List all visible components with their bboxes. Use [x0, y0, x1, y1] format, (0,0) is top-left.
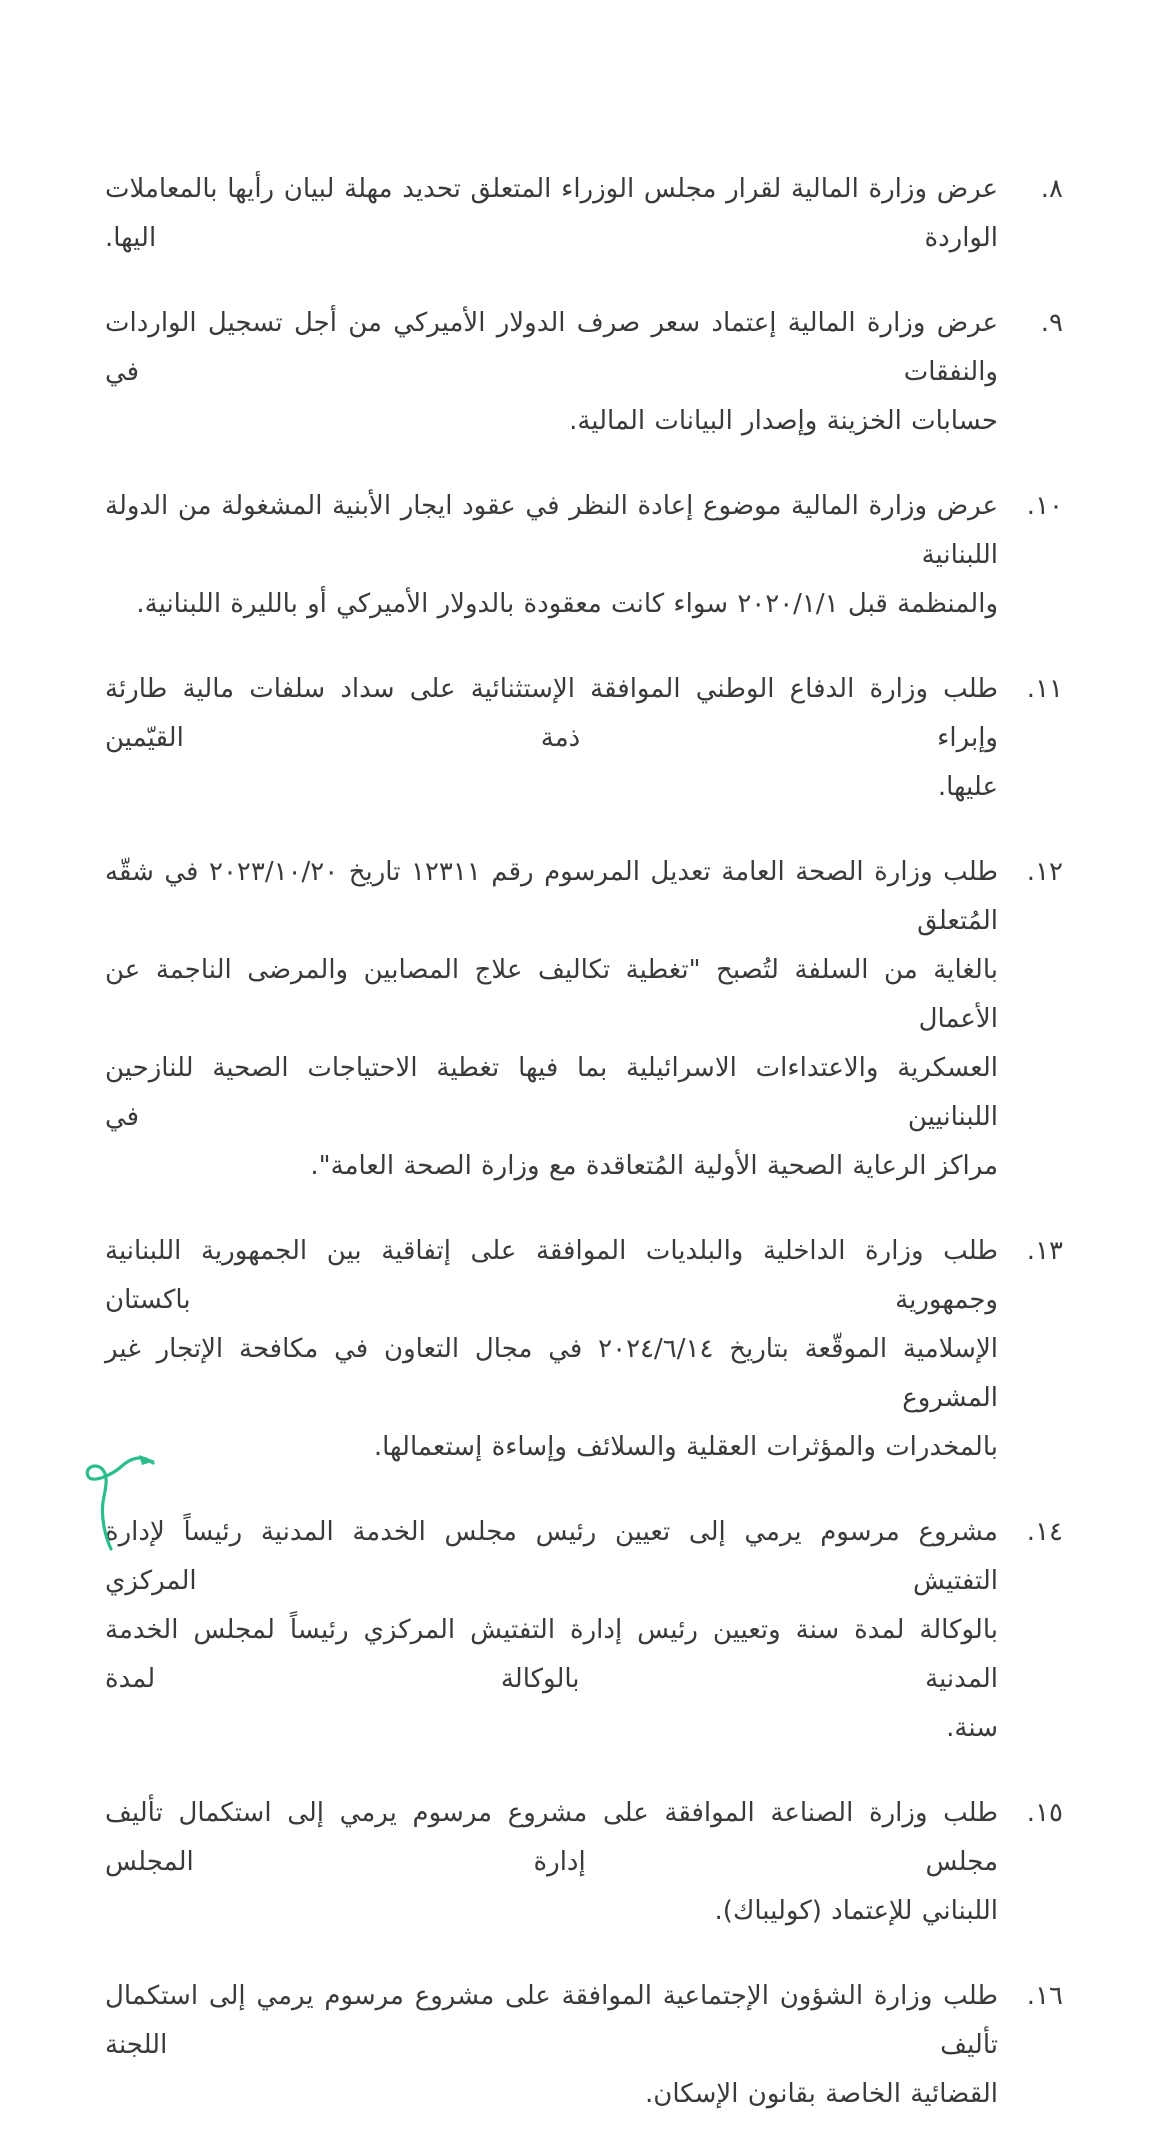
- item-text-line: عرض وزارة المالية موضوع إعادة النظر في عقود ايجار الأبنية المشغولة من الدولة اللبنانية: [105, 491, 998, 570]
- item-text-line: عليها.: [937, 772, 998, 802]
- item-text-line: مراكز الرعاية الصحية الأولية المُتعاقدة مع وزارة الصحة العامة".: [310, 1151, 998, 1181]
- item-text-line: حسابات الخزينة وإصدار البيانات المالية.: [569, 406, 998, 436]
- item-number: ١١.: [1026, 674, 1063, 704]
- item-number: ١٢.: [1026, 857, 1063, 887]
- agenda-item: [105, 1789, 1063, 1936]
- item-text-line: بالغاية من السلفة لتُصبح "تغطية تكاليف علاج المصابين والمرضى الناجمة عن الأعمال: [105, 955, 998, 1034]
- item-text-line: عرض وزارة المالية إعتماد سعر صرف الدولار الأميركي من أجل تسجيل الواردات والنفقات في: [105, 308, 998, 387]
- item-text: [105, 299, 998, 446]
- item-text-line: مشروع مرسوم يرمي إلى تعيين رئيس مجلس الخدمة المدنية رئيساً لإدارة التفتيش المركزي: [105, 1517, 998, 1596]
- item-text-line: الإسلامية الموقّعة بتاريخ ٢٠٢٤/٦/١٤ في مجال التعاون في مكافحة الإتجار غير المشروع: [105, 1334, 998, 1413]
- item-text: [105, 165, 998, 263]
- item-text-line: سنة.: [946, 1713, 998, 1743]
- item-text: [105, 665, 998, 812]
- item-text-line: طلب وزارة الدفاع الوطني الموافقة الإستثنائية على سداد سلفات مالية طارئة وإبراء ذمة القيّمين: [105, 674, 998, 753]
- item-text-line: طلب وزارة الصحة العامة تعديل المرسوم رقم ١٢٣١١ تاريخ ٢٠٢٣/١٠/٢٠ في شقّه المُتعلق: [105, 857, 998, 936]
- agenda-item: [105, 1508, 1063, 1753]
- item-text-line: طلب وزارة الداخلية والبلديات الموافقة على إتفاقية بين الجمهورية اللبنانية وجمهورية باكستان: [105, 1236, 998, 1315]
- item-number: ٨.: [1040, 174, 1063, 204]
- item-text: [105, 1789, 998, 1936]
- agenda-item: [105, 1227, 1063, 1472]
- item-number: ١٥.: [1026, 1798, 1063, 1828]
- item-number: ٩.: [1040, 308, 1063, 338]
- agenda-list: [105, 165, 1063, 2119]
- agenda-item: [105, 665, 1063, 812]
- item-text-line: عرض وزارة المالية لقرار مجلس الوزراء المتعلق تحديد مهلة لبيان رأيها بالمعاملات الواردة اليها.: [105, 174, 998, 253]
- agenda-item: [105, 299, 1063, 446]
- item-text: [105, 848, 998, 1191]
- handwritten-mark: [80, 1450, 162, 1554]
- item-text: [105, 482, 998, 629]
- item-number: ١٤.: [1026, 1517, 1063, 1547]
- item-text: [105, 1972, 998, 2119]
- agenda-item: [105, 482, 1063, 629]
- check-squiggle-icon: [80, 1450, 162, 1554]
- item-text-line: اللبناني للإعتماد (كوليباك).: [714, 1896, 998, 1926]
- item-text-line: طلب وزارة الشؤون الإجتماعية الموافقة على مشروع مرسوم يرمي إلى استكمال تأليف اللجنة: [105, 1981, 998, 2060]
- item-text: [105, 1508, 998, 1753]
- item-text-line: بالمخدرات والمؤثرات العقلية والسلائف وإساءة إستعمالها.: [373, 1432, 998, 1462]
- document-page: [105, 165, 1063, 2155]
- agenda-item: [105, 1972, 1063, 2119]
- item-text-line: العسكرية والاعتداءات الاسرائيلية بما فيها تغطية الاحتياجات الصحية للنازحين اللبنانيين في: [105, 1053, 998, 1132]
- item-number: ١٠.: [1026, 491, 1063, 521]
- item-number: ١٣.: [1026, 1236, 1063, 1266]
- item-text-line: طلب وزارة الصناعة الموافقة على مشروع مرسوم يرمي إلى استكمال تأليف مجلس إدارة المجلس: [105, 1798, 998, 1877]
- item-number: ١٦.: [1026, 1981, 1063, 2011]
- item-text-line: والمنظمة قبل ٢٠٢٠/١/١ سواء كانت معقودة بالدولار الأميركي أو بالليرة اللبنانية.: [136, 589, 998, 619]
- item-text-line: بالوكالة لمدة سنة وتعيين رئيس إدارة التفتيش المركزي رئيساً لمجلس الخدمة المدنية بالوكالة لمدة: [105, 1615, 998, 1694]
- item-text-line: القضائية الخاصة بقانون الإسكان.: [645, 2079, 998, 2109]
- item-text: [105, 1227, 998, 1472]
- agenda-item: [105, 165, 1063, 263]
- agenda-item: [105, 848, 1063, 1191]
